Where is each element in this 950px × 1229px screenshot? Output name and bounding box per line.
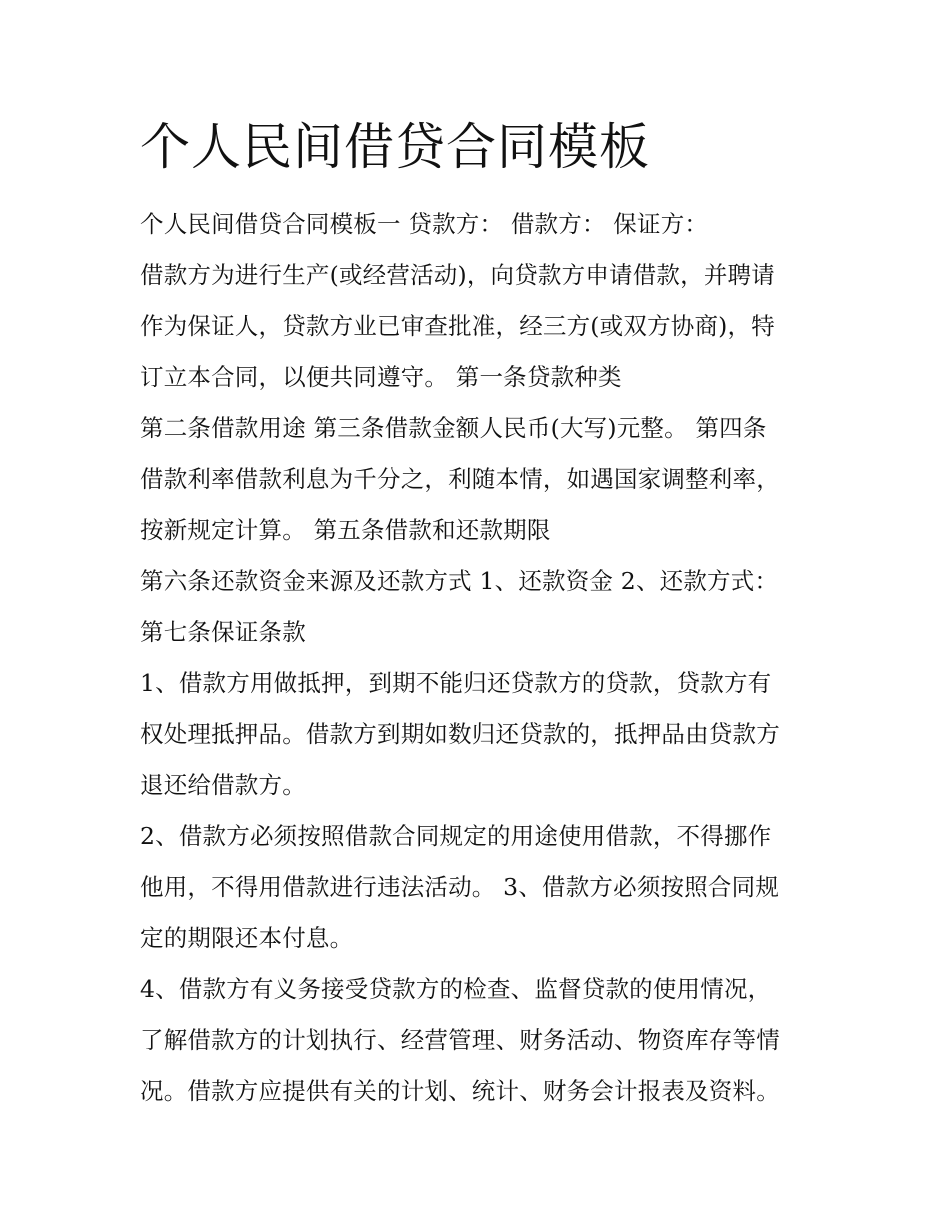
text-line: 权处理抵押品。借款方到期如数归还贷款的，抵押品由贷款方 (140, 720, 780, 748)
document-title: 个人民间借贷合同模板 (140, 118, 650, 176)
text-line: 了解借款方的计划执行、经营管理、财务活动、物资库存等情 (140, 1026, 780, 1054)
text-line: 按新规定计算。 第五条借款和还款期限 (140, 516, 551, 544)
text-line: 借款方为进行生产(或经营活动)，向贷款方申请借款，并聘请 (140, 261, 775, 289)
text-line: 况。借款方应提供有关的计划、统计、财务会计报表及资料。 (140, 1077, 780, 1105)
text-line: 第七条保证条款 (140, 618, 306, 646)
text-line: 订立本合同，以便共同遵守。 第一条贷款种类 (140, 363, 622, 391)
text-line: 借款利率借款利息为千分之，利随本情，如遇国家调整利率， (140, 465, 780, 493)
text-line: 4、借款方有义务接受贷款方的检查、监督贷款的使用情况， (140, 975, 772, 1003)
text-line: 个人民间借贷合同模板一 贷款方： 借款方： 保证方： (140, 210, 709, 238)
text-line: 1、借款方用做抵押，到期不能归还贷款方的贷款，贷款方有 (140, 669, 772, 697)
text-line: 他用，不得用借款进行违法活动。 3、借款方必须按照合同规 (140, 873, 780, 901)
text-line: 退还给借款方。 (140, 771, 306, 799)
document-body (140, 204, 820, 1122)
text-line: 第二条借款用途 第三条借款金额人民币(大写)元整。 第四条 (140, 414, 767, 442)
text-line: 定的期限还本付息。 (140, 924, 354, 952)
text-line: 作为保证人，贷款方业已审查批准，经三方(或双方协商)，特 (140, 312, 775, 340)
text-line: 第六条还款资金来源及还款方式 1、还款资金 2、还款方式： (140, 567, 779, 595)
text-line: 2、借款方必须按照借款合同规定的用途使用借款，不得挪作 (140, 822, 772, 850)
